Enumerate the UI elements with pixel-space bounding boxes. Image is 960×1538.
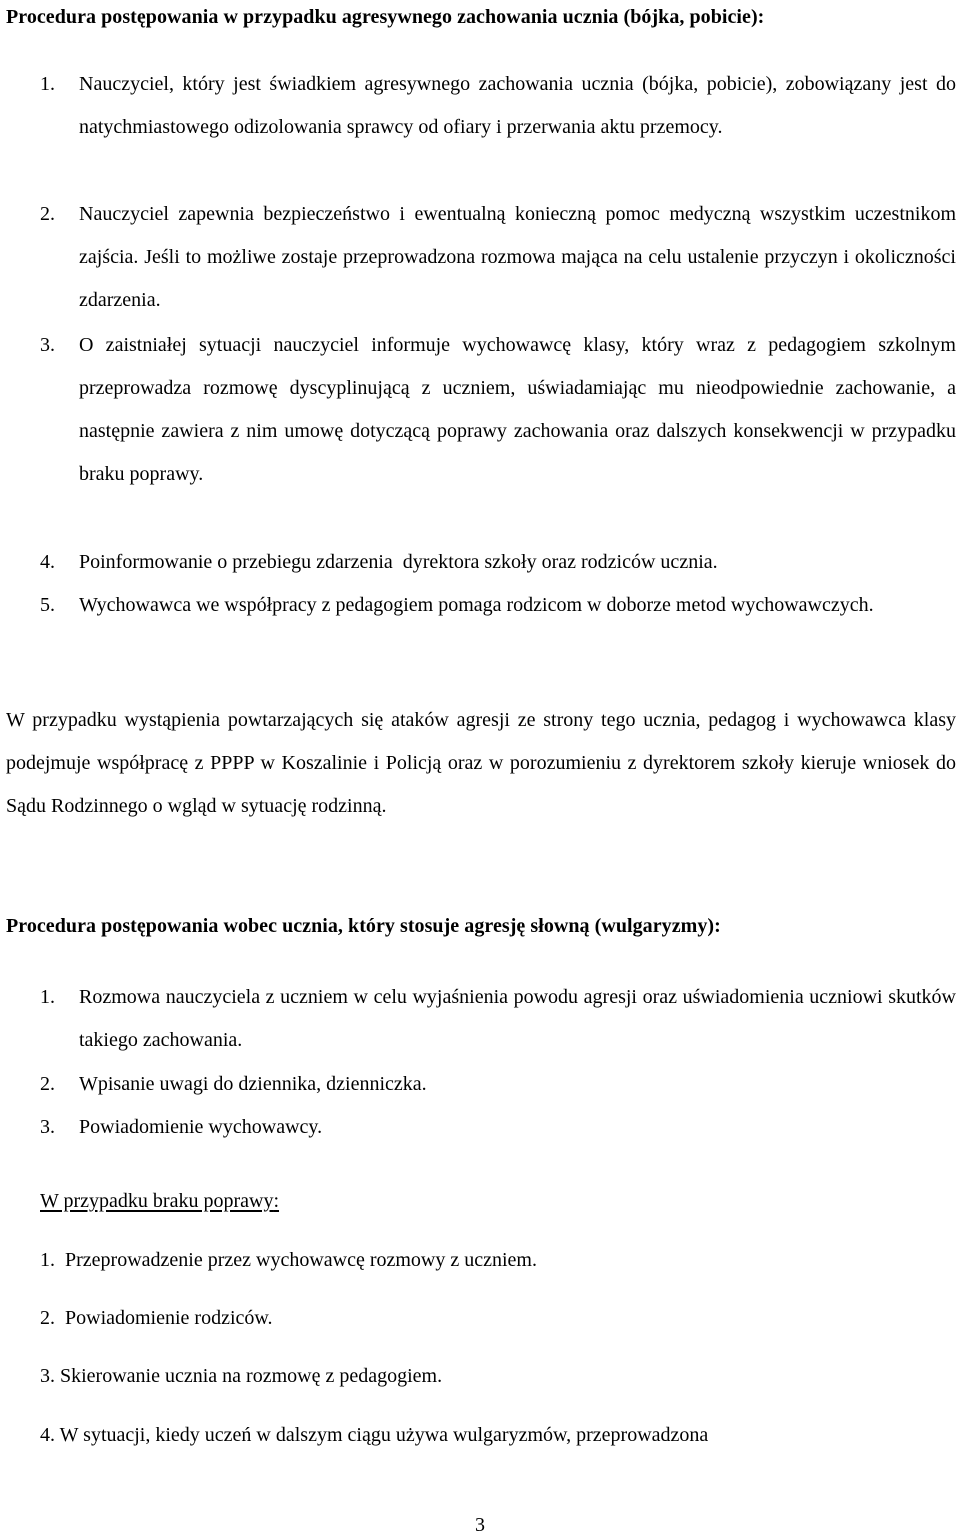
list-item (40, 324, 956, 496)
list-item (40, 584, 956, 627)
list-item-number: 3. (40, 334, 55, 356)
list-item (40, 63, 956, 149)
list-item-text: Wychowawca we współpracy z pedagogiem pomaga rodzicom w doborze metod wychowawczych. (79, 594, 874, 616)
procedure-heading-verbal-aggression: Procedura postępowania wobec ucznia, który stosuje agresję słowną (wulgaryzmy): (6, 915, 721, 937)
list-item-text: Powiadomienie wychowawcy. (79, 1116, 323, 1138)
list-item: 4. W sytuacji, kiedy uczeń w dalszym ciągu używa wulgaryzmów, przeprowadzona (40, 1424, 709, 1446)
page-number: 3 (475, 1514, 485, 1536)
list-item (40, 1063, 956, 1106)
list-item: 3. Skierowanie ucznia na rozmowę z pedagogiem. (40, 1365, 443, 1387)
list-item-number: 3. (40, 1116, 55, 1138)
list-item-text: Rozmowa nauczyciela z uczniem w celu wyjaśnienia powodu agresji oraz uświadomienia uczniowi skutków takiego zachowania. (79, 986, 956, 1051)
list-item-number: 1. (40, 986, 55, 1008)
list-item (40, 1106, 956, 1149)
list-item-text: Nauczyciel zapewnia bezpieczeństwo i ewentualną konieczną pomoc medyczną wszystkim uczestnikom zajścia. Jeśli to możliwe zostaje przeprowadzona rozmowa mająca na celu ustalenie przyczyn i okoliczności zdarzenia. (79, 203, 956, 311)
list-item: 2. Powiadomienie rodziców. (40, 1307, 273, 1329)
list-item (40, 541, 956, 584)
list-item: 1. Przeprowadzenie przez wychowawcę rozmowy z uczniem. (40, 1249, 537, 1271)
list-item-number: 4. (40, 551, 55, 573)
list-item-number: 1. (40, 73, 55, 95)
list-item (40, 976, 956, 1062)
procedure-heading-aggression: Procedura postępowania w przypadku agresywnego zachowania ucznia (bójka, pobicie): (6, 6, 765, 28)
subheading-colon: : (273, 1190, 280, 1212)
list-item-text: O zaistniałej sytuacji nauczyciel informuje wychowawcę klasy, który wraz z pedagogiem szkolnym przeprowadza rozmowę dyscyplinującą z uczniem, uświadamiając mu nieodpowiednie zachowanie, a następnie zawiera z nim umowę dotyczącą poprawy zachowania oraz dalszych konsekwencji w przypadku braku poprawy. (79, 334, 956, 485)
list-item-text: Poinformowanie o przebiegu zdarzenia dyrektora szkoły oraz rodziców ucznia. (79, 551, 718, 573)
list-item-text: Nauczyciel, który jest świadkiem agresywnego zachowania ucznia (bójka, pobicie), zobowiązany jest do natychmiastowego odizolowania sprawcy od ofiary i przerwania aktu przemocy. (79, 73, 956, 138)
no-improvement-subheading (40, 1180, 279, 1223)
list-item-number: 5. (40, 594, 55, 616)
list-item-number: 2. (40, 203, 55, 225)
subheading-text: W przypadku braku poprawy (40, 1190, 274, 1212)
repeated-aggression-paragraph: W przypadku wystąpienia powtarzających się ataków agresji ze strony tego ucznia, pedagog i wychowawca klasy podejmuje współpracę z PPPP w Koszalinie i Policją oraz w porozumieniu z dyrektorem szkoły kieruje wniosek do Sądu Rodzinnego o wgląd w sytuację rodzinną. (6, 709, 956, 817)
list-item (40, 193, 956, 322)
list-item-text: Wpisanie uwagi do dziennika, dzienniczka. (79, 1073, 427, 1095)
list-item-number: 2. (40, 1073, 55, 1095)
